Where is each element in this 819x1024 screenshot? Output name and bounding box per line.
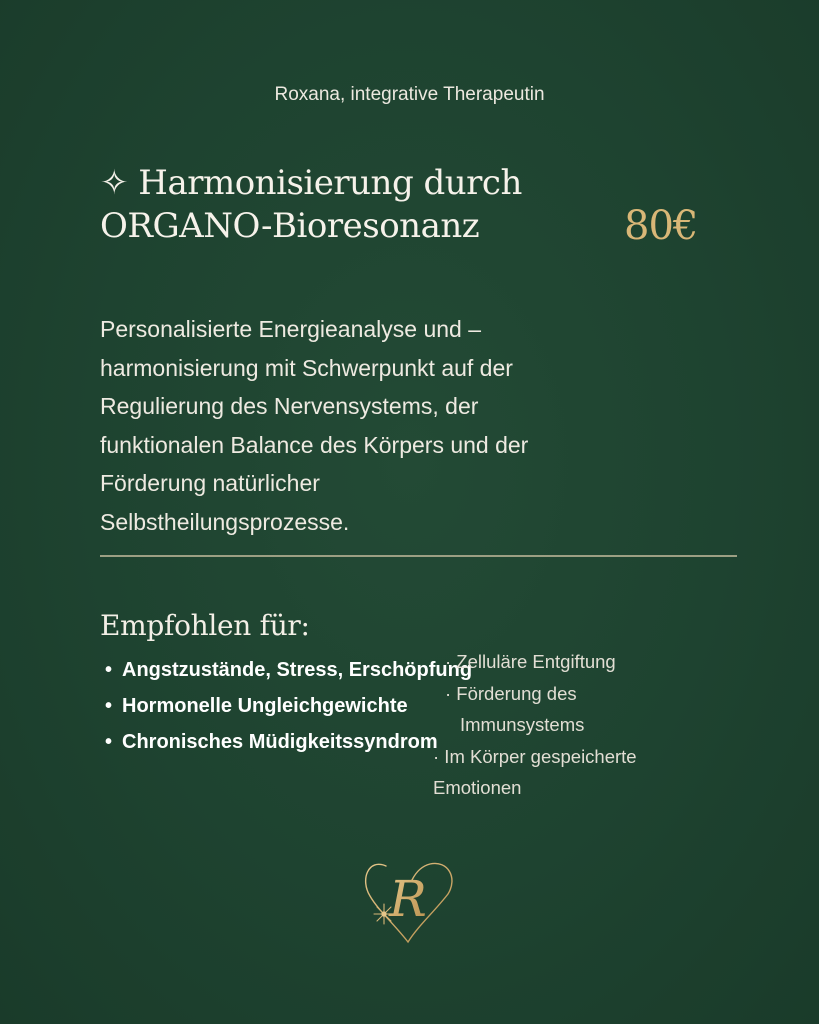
heart-monogram-icon [356, 858, 460, 948]
recommended-list [105, 652, 472, 760]
bullet-icon: • [105, 731, 113, 753]
list-item [105, 724, 472, 760]
section-divider [100, 555, 737, 557]
list-item-label: Chronisches Müdigkeitssyndrom [122, 731, 438, 753]
secondary-list-line: · Zelluläre Entgiftung [445, 651, 616, 672]
service-title-line-2: ORGANO-Bioresonanz [100, 206, 480, 246]
list-item-label: Angstzustände, Stress, Erschöpfung [122, 659, 473, 681]
secondary-list-line: Emotionen [433, 777, 522, 798]
description-line: Regulierung des Nervensystems, der [100, 393, 479, 419]
list-item [105, 688, 472, 724]
list-item [105, 652, 472, 688]
service-description [100, 310, 740, 541]
description-line: Personalisierte Energieanalyse und – [100, 316, 482, 342]
description-line: funktionalen Balance des Körpers und der [100, 431, 529, 458]
secondary-list-line: · Im Körper gespeicherte [433, 745, 637, 767]
bullet-icon: • [105, 659, 113, 681]
therapist-subtitle: Roxana, integrative Therapeutin [274, 84, 545, 105]
secondary-recommended-list [433, 646, 733, 804]
service-title [100, 162, 580, 248]
description-line: Selbstheilungsprozesse. [100, 508, 350, 535]
logo-letter: R [389, 870, 427, 928]
brand-logo [356, 858, 460, 948]
description-line: harmonisierung mit Schwerpunkt auf der [100, 354, 513, 381]
price-label: 80€ [624, 203, 698, 249]
secondary-list-line: Immunsystems [460, 714, 585, 735]
list-item-label: Hormonelle Ungleichgewichte [122, 695, 408, 717]
secondary-list-line: · Förderung des [445, 682, 577, 704]
recommended-heading: Empfohlen für: [100, 609, 310, 642]
service-title-line-1: ✧ Harmonisierung durch [100, 163, 522, 203]
description-line: Förderung natürlicher [100, 470, 320, 496]
bullet-icon: • [105, 695, 113, 717]
